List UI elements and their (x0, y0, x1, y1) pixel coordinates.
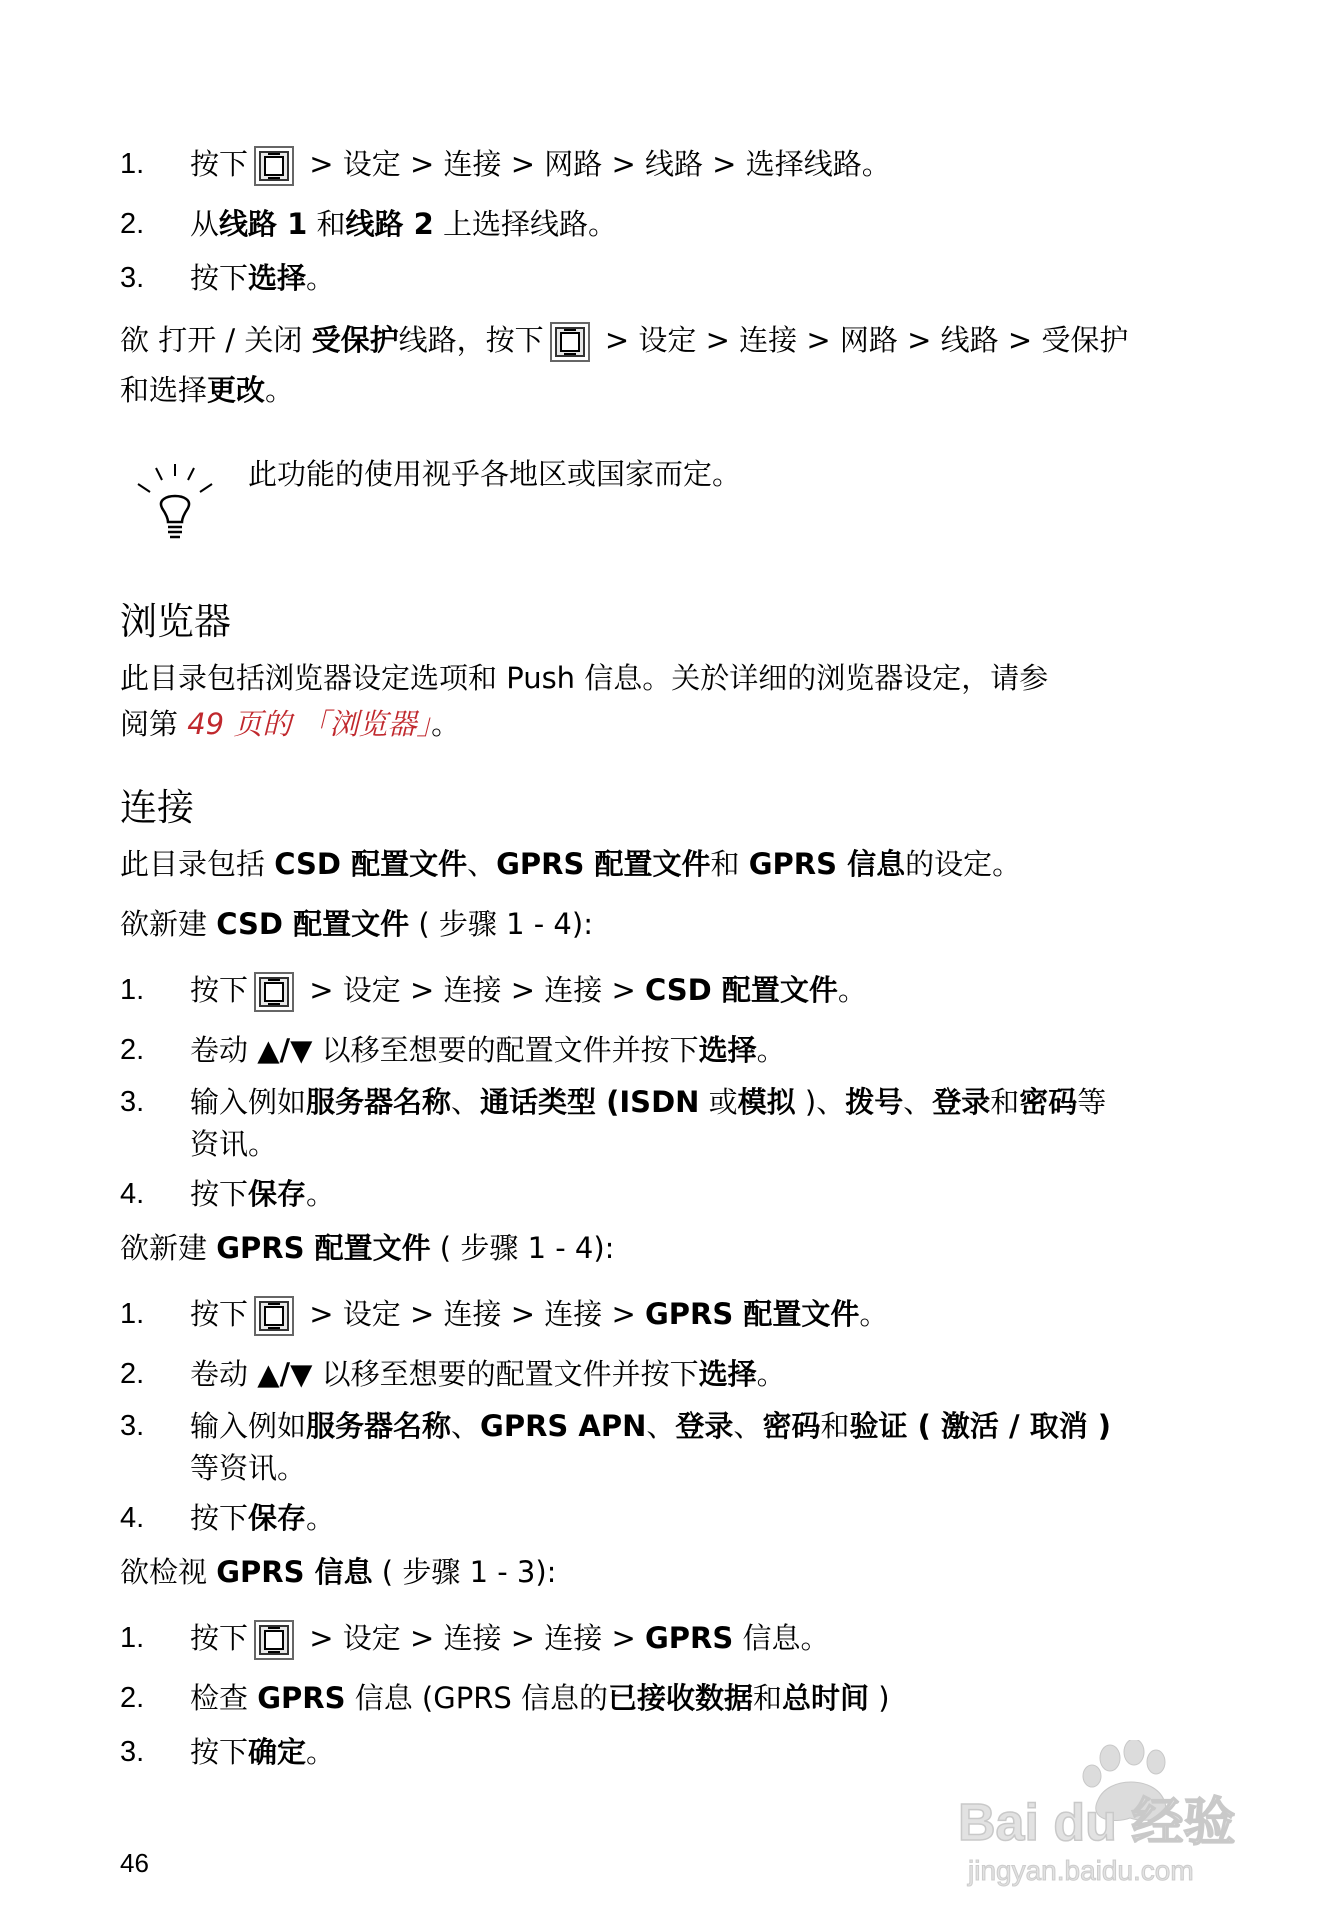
step-number: 4. (120, 1178, 145, 1210)
menu-key-icon (252, 144, 296, 188)
step-text: 输入例如服务器名称、通话类型 (ISDN 或模拟 )、拨号、登录和密码等 (190, 1085, 1107, 1119)
step-number: 1. (120, 1622, 145, 1654)
step-text: 按下确定。 (190, 1735, 336, 1769)
step-number: 1. (120, 1298, 145, 1330)
step-text: 按下 > 设定 > 连接 > 连接 > GPRS 配置文件。 (190, 1292, 888, 1338)
step-number: 2. (120, 1358, 145, 1390)
step-number: 3. (120, 1086, 145, 1118)
step-text-continued: 等资讯。 (190, 1451, 307, 1485)
section-heading: 连接 (120, 786, 194, 829)
paragraph: 此目录包括浏览器设定选项和 Push 信息。关於详细的浏览器设定，请参 (120, 661, 1049, 695)
step-text: 按下保存。 (190, 1501, 336, 1535)
step-number: 1. (120, 148, 145, 180)
baidu-watermark (958, 1740, 1288, 1890)
step-number: 2. (120, 1034, 145, 1066)
step-number: 1. (120, 974, 145, 1006)
step-number: 3. (120, 262, 145, 294)
step-number: 4. (120, 1502, 145, 1534)
step-text: 卷动 ▲/▼ 以移至想要的配置文件并按下选择。 (190, 1357, 786, 1391)
procedure-title: 欲新建 GPRS 配置文件 ( 步骤 1 - 4): (120, 1231, 615, 1265)
paragraph-continued: 和选择更改。 (120, 373, 295, 407)
watermark-brand: Bai du 经验 (958, 1794, 1236, 1852)
section-heading: 浏览器 (120, 600, 231, 643)
step-text: 按下 > 设定 > 连接 > 连接 > GPRS 信息。 (190, 1616, 829, 1662)
paragraph: 此目录包括 CSD 配置文件、GPRS 配置文件和 GPRS 信息的设定。 (120, 847, 1022, 881)
procedure-title: 欲新建 CSD 配置文件 ( 步骤 1 - 4): (120, 907, 593, 941)
step-text: 按下 > 设定 > 连接 > 网路 > 线路 > 选择线路。 (190, 142, 891, 188)
step-number: 3. (120, 1736, 145, 1768)
step-number: 2. (120, 1682, 145, 1714)
step-text: 卷动 ▲/▼ 以移至想要的配置文件并按下选择。 (190, 1033, 786, 1067)
step-number: 3. (120, 1410, 145, 1442)
menu-key-icon (548, 320, 592, 364)
step-text: 从线路 1 和线路 2 上选择线路。 (190, 207, 618, 241)
step-text: 检查 GPRS 信息 (GPRS 信息的已接收数据和总时间 ) (190, 1681, 890, 1715)
paragraph: 欲 打开 / 关闭 受保护线路，按下 > 设定 > 连接 > 网路 > 线路 > 受保护 (120, 318, 1170, 364)
page-number: 46 (120, 1848, 149, 1878)
step-text: 按下选择。 (190, 261, 336, 295)
lightbulb-icon (136, 462, 214, 542)
menu-key-icon (252, 1618, 296, 1662)
tip-text: 此功能的使用视乎各地区或国家而定。 (248, 457, 742, 491)
step-text-continued: 资讯。 (190, 1127, 278, 1161)
step-text: 输入例如服务器名称、GPRS APN、登录、密码和验证 ( 激活 / 取消 ) (190, 1409, 1112, 1443)
step-number: 2. (120, 208, 145, 240)
menu-key-icon (252, 970, 296, 1014)
page-reference-link[interactable]: 49 页的 「浏览器」 (187, 707, 432, 741)
procedure-title: 欲检视 GPRS 信息 ( 步骤 1 - 3): (120, 1555, 557, 1589)
watermark-url: jingyan.baidu.com (968, 1855, 1194, 1886)
menu-key-icon (252, 1294, 296, 1338)
step-text: 按下保存。 (190, 1177, 336, 1211)
step-text: 按下 > 设定 > 连接 > 连接 > CSD 配置文件。 (190, 968, 867, 1014)
paragraph-continued: 阅第 49 页的 「浏览器」。 (120, 707, 461, 741)
